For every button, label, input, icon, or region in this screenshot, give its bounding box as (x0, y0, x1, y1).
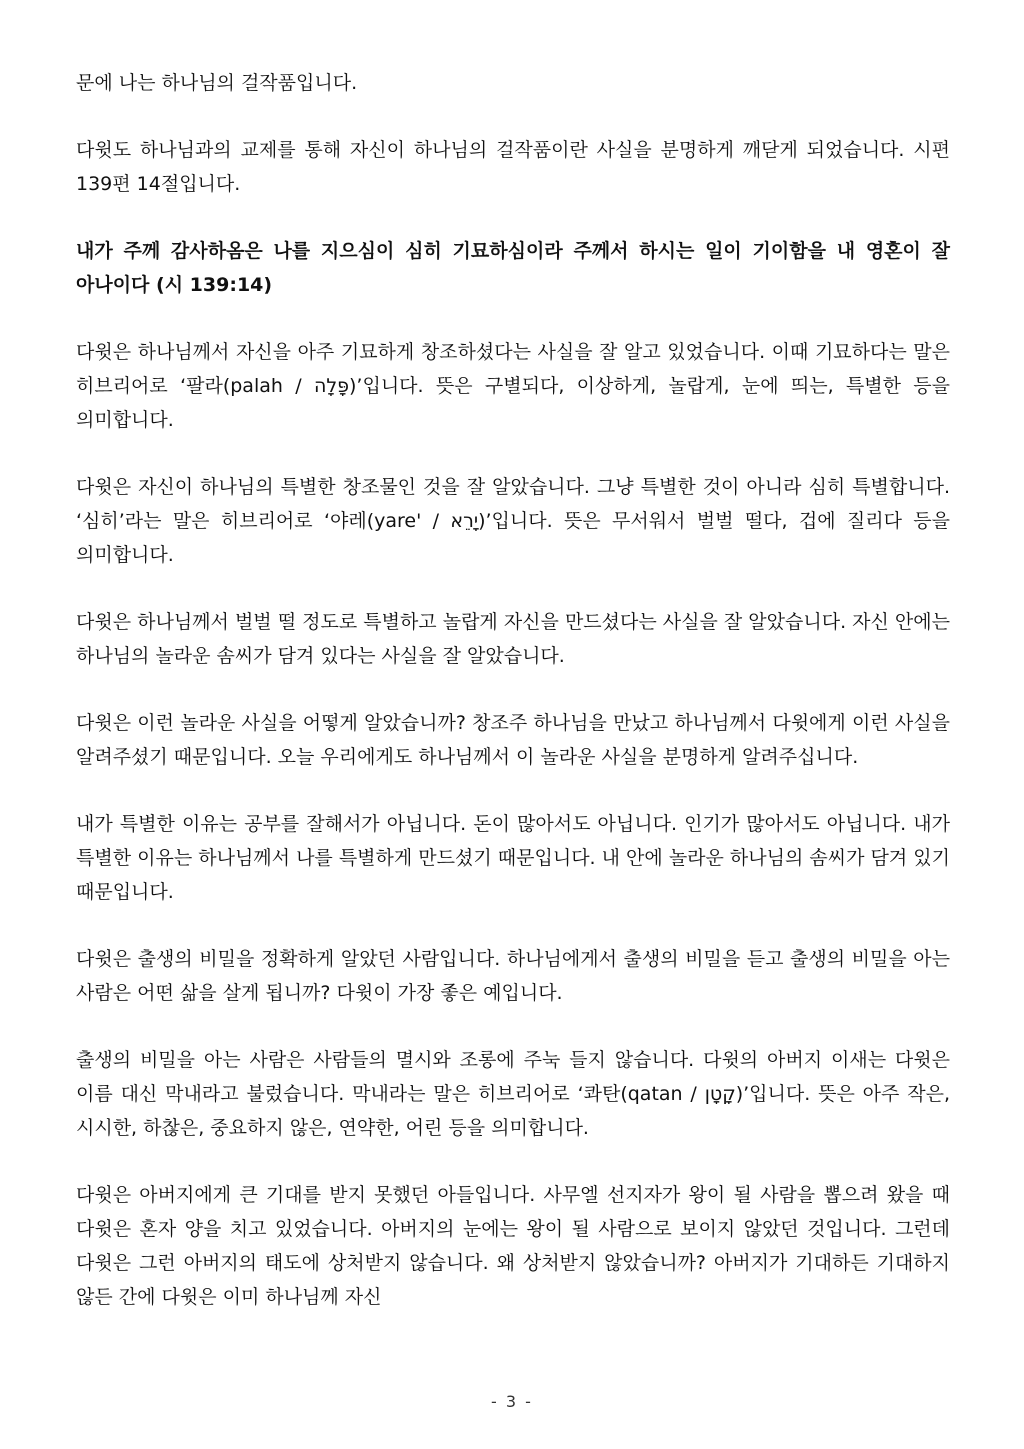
paragraph: 다윗은 하나님께서 벌벌 떨 정도로 특별하고 놀랍게 자신을 만드셨다는 사실을 잘 알았습니다. 자신 안에는 하나님의 놀라운 솜씨가 담겨 있다는 사실을 잘 알았습니다. (76, 611, 950, 667)
document-page (76, 66, 950, 1347)
paragraph: 내가 특별한 이유는 공부를 잘해서가 아닙니다. 돈이 많아서도 아닙니다. 인기가 많아서도 아닙니다. 내가 특별한 이유는 하나님께서 나를 특별하게 만드셨기 때문입니다. 내 안에 놀라운 하나님의 솜씨가 담겨 있기 때문입니다. (76, 813, 950, 903)
paragraph: 다윗은 출생의 비밀을 정확하게 알았던 사람입니다. 하나님에게서 출생의 비밀을 듣고 출생의 비밀을 아는 사람은 어떤 삶을 살게 됩니까? 다윗이 가장 좋은 예입니다. (76, 948, 950, 1004)
paragraph: 다윗은 하나님께서 자신을 아주 기묘하게 창조하셨다는 사실을 잘 알고 있었습니다. 이때 기묘하다는 말은 히브리어로 ‘팔라(palah / פָּלָה)’입니다. 뜻은 구별되다, 이상하게, 놀랍게, 눈에 띄는, 특별한 등을 의미합니다. (76, 341, 950, 431)
paragraph: 다윗도 하나님과의 교제를 통해 자신이 하나님의 걸작품이란 사실을 분명하게 깨닫게 되었습니다. 시편 139편 14절입니다. (76, 139, 950, 195)
paragraph: 출생의 비밀을 아는 사람은 사람들의 멸시와 조롱에 주눅 들지 않습니다. 다윗의 아버지 이새는 다윗은 이름 대신 막내라고 불렀습니다. 막내라는 말은 히브리어로 ‘콰탄(qatan / קָטָן)’입니다. 뜻은 아주 작은, 시시한, 하찮은, 중요하지 않은, 연약한, 어린 등을 의미합니다. (76, 1049, 950, 1139)
page-number: - 3 - (491, 1392, 533, 1411)
scripture-quote: 내가 주께 감사하옴은 나를 지으심이 심히 기묘하심이라 주께서 하시는 일이 기이함을 내 영혼이 잘 아나이다 (시 139:14) (76, 240, 950, 296)
paragraph: 다윗은 자신이 하나님의 특별한 창조물인 것을 잘 알았습니다. 그냥 특별한 것이 아니라 심히 특별합니다. ‘심히’라는 말은 히브리어로 ‘야레(yare' / יָרֵא)’입니다. 뜻은 무서워서 벌벌 떨다, 겁에 질리다 등을 의미합니다. (76, 476, 950, 566)
paragraph: 다윗은 이런 놀라운 사실을 어떻게 알았습니까? 창조주 하나님을 만났고 하나님께서 다윗에게 이런 사실을 알려주셨기 때문입니다. 오늘 우리에게도 하나님께서 이 놀라운 사실을 분명하게 알려주십니다. (76, 712, 950, 768)
paragraph: 문에 나는 하나님의 걸작품입니다. (76, 72, 358, 94)
paragraph: 다윗은 아버지에게 큰 기대를 받지 못했던 아들입니다. 사무엘 선지자가 왕이 될 사람을 뽑으려 왔을 때 다윗은 혼자 양을 치고 있었습니다. 아버지의 눈에는 왕이 될 사람으로 보이지 않았던 것입니다. 그런데 다윗은 그런 아버지의 태도에 상처받지 않습니다. 왜 상처받지 않았습니까? 아버지가 기대하든 기대하지 않든 간에 다윗은 이미 하나님께 자신 (76, 1184, 950, 1308)
